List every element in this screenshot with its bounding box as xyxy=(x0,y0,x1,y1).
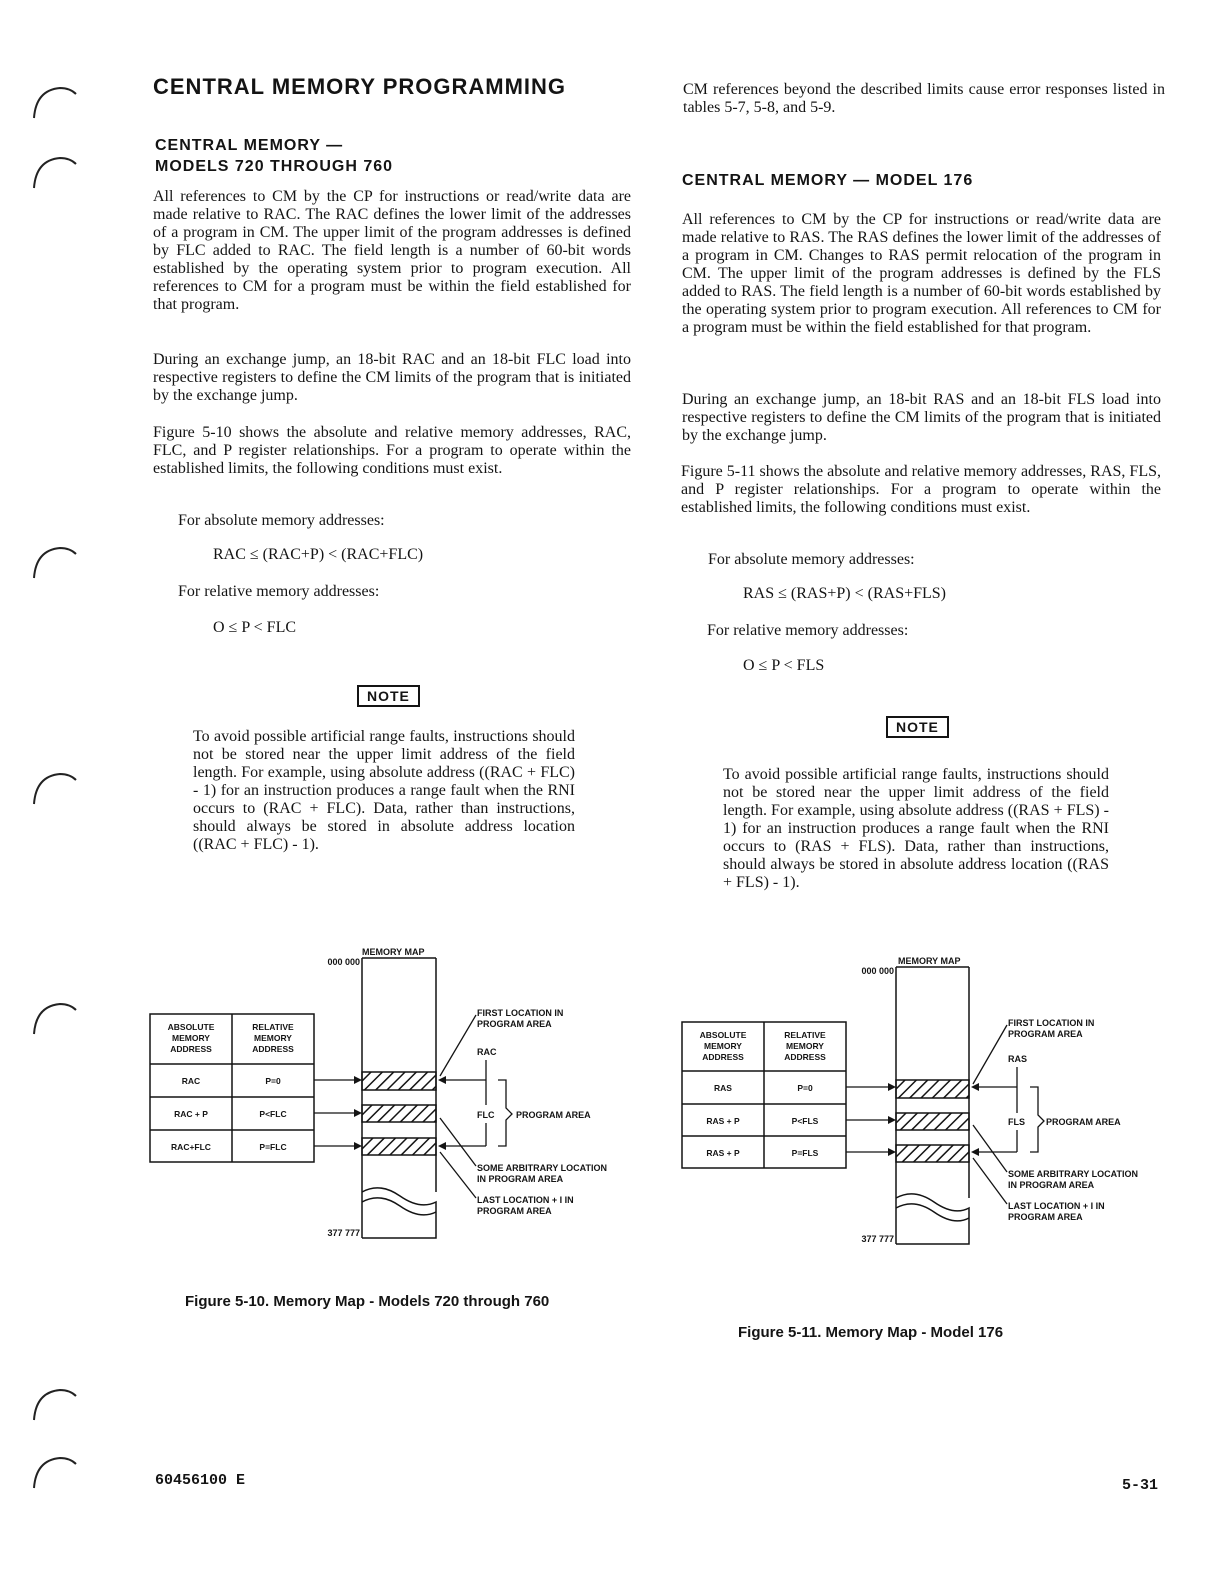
figure-5-10-caption: Figure 5-10. Memory Map - Models 720 through 760 xyxy=(185,1293,550,1310)
arbitrary-location-label-l1: SOME ARBITRARY LOCATION xyxy=(1008,1169,1138,1179)
memory-map-title: MEMORY MAP xyxy=(362,947,425,957)
figure-5-11-caption: Figure 5-11. Memory Map - Model 176 xyxy=(738,1324,1004,1341)
table-header-relative-l2: MEMORY xyxy=(254,1033,292,1043)
table-header-absolute-l2: MEMORY xyxy=(704,1041,742,1051)
right-paragraph-1: All references to CM by the CP for instructions or read/write data are made relative to RAS. The RAS defines the lower limit of the addresses of a program in CM. Changes to RAS permit relocation of the program in CM. The upper limit of the program addresses is defined by the FLS added to RAS. The field length is a number of 60-bit words established by the operating system prior to program execution. All references to CM for a program must be within the field established for that program. xyxy=(682,211,1161,336)
section-heading-models-720-760-line1: CENTRAL MEMORY — xyxy=(155,137,344,154)
first-location-label-l1: FIRST LOCATION IN xyxy=(477,1008,564,1018)
address-377777: 377 777 xyxy=(327,1228,360,1238)
right-rel-equation: O ≤ P < FLS xyxy=(743,657,825,674)
field-length-label: FLS xyxy=(1008,1117,1025,1127)
last-location-label-l2: PROGRAM AREA xyxy=(1008,1212,1083,1222)
punch-hole-mark xyxy=(30,764,78,808)
hatched-last-location xyxy=(896,1145,969,1162)
table-header-absolute-l2: MEMORY xyxy=(172,1033,210,1043)
right-abs-label: For absolute memory addresses: xyxy=(708,551,915,568)
punch-hole-mark xyxy=(30,1448,78,1492)
first-location-label-l1: FIRST LOCATION IN xyxy=(1008,1018,1095,1028)
left-abs-equation: RAC ≤ (RAC+P) < (RAC+FLC) xyxy=(213,546,424,563)
table-header-relative-l3: ADDRESS xyxy=(252,1044,294,1054)
arbitrary-location-label-l1: SOME ARBITRARY LOCATION xyxy=(477,1163,607,1173)
hatched-arbitrary-location xyxy=(896,1113,969,1130)
table-cell-rel-row3: P=FLS xyxy=(791,1148,819,1158)
punch-hole-mark xyxy=(30,538,78,582)
field-length-label: FLC xyxy=(477,1110,495,1120)
table-cell-abs-row2: RAS + P xyxy=(706,1116,740,1126)
left-note-label: NOTE xyxy=(357,685,420,707)
document-number: 60456100 E xyxy=(155,1472,246,1489)
last-location-label-l1: LAST LOCATION + I IN xyxy=(1008,1201,1105,1211)
arbitrary-location-label-l2: IN PROGRAM AREA xyxy=(1008,1180,1095,1190)
right-paragraph-2: During an exchange jump, an 18-bit RAS and an 18-bit FLS load into respective registers to define the CM limits of the program that is initiated by the exchange jump. xyxy=(682,391,1161,444)
table-cell-rel-row2: P<FLS xyxy=(791,1116,819,1126)
table-cell-abs-row1: RAS xyxy=(714,1083,732,1093)
last-location-label-l1: LAST LOCATION + I IN xyxy=(477,1195,574,1205)
program-area-label: PROGRAM AREA xyxy=(516,1110,591,1120)
left-paragraph-3: Figure 5-10 shows the absolute and relative memory addresses, RAC, FLC, and P register relationships. For a program to operate within the established limits, the following conditions must exist. xyxy=(153,424,631,477)
address-377777: 377 777 xyxy=(861,1234,894,1244)
table-cell-abs-row2: RAC + P xyxy=(174,1109,208,1119)
table-cell-abs-row1: RAC xyxy=(181,1076,201,1086)
right-abs-equation: RAS ≤ (RAS+P) < (RAS+FLS) xyxy=(743,585,947,602)
hatched-first-location xyxy=(362,1072,436,1090)
right-note-label: NOTE xyxy=(886,716,949,738)
figure-5-10-memory-map xyxy=(140,940,640,1250)
table-cell-rel-row2: P<FLC xyxy=(259,1109,287,1119)
table-header-absolute-l3: ADDRESS xyxy=(170,1044,212,1054)
table-cell-rel-row1: P=0 xyxy=(797,1083,813,1093)
memory-map-title: MEMORY MAP xyxy=(898,956,961,966)
table-cell-rel-row1: P=0 xyxy=(265,1076,281,1086)
left-rel-label: For relative memory addresses: xyxy=(178,583,380,600)
table-cell-abs-row3: RAS + P xyxy=(706,1148,740,1158)
table-header-absolute-l1: ABSOLUTE xyxy=(699,1030,747,1040)
address-000000: 000 000 xyxy=(327,957,360,967)
page-title: CENTRAL MEMORY PROGRAMMING xyxy=(153,74,567,99)
section-heading-model-176: CENTRAL MEMORY — MODEL 176 xyxy=(682,172,974,189)
left-paragraph-2: During an exchange jump, an 18-bit RAC and an 18-bit FLC load into respective registers to define the CM limits of the program that is initiated by the exchange jump. xyxy=(153,351,631,404)
table-cell-rel-row3: P=FLC xyxy=(259,1142,287,1152)
left-rel-equation: O ≤ P < FLC xyxy=(213,619,297,636)
left-note-text: To avoid possible artificial range faults, instructions should not be stored near the upper limit address of the field length. For example, using absolute address ((RAC + FLC) - 1) for an instruction produces a range fault when the RNI occurs to (RAC + FLC). Data, rather than instructions, should always be stored in absolute address location ((RAC + FLC) - 1). xyxy=(193,728,575,853)
first-location-label-l2: PROGRAM AREA xyxy=(477,1019,552,1029)
hatched-last-location xyxy=(362,1138,436,1155)
last-location-label-l2: PROGRAM AREA xyxy=(477,1206,552,1216)
hatched-arbitrary-location xyxy=(362,1105,436,1122)
program-area-label: PROGRAM AREA xyxy=(1046,1117,1121,1127)
table-header-relative-l1: RELATIVE xyxy=(252,1022,294,1032)
punch-hole-mark xyxy=(30,994,78,1038)
punch-hole-mark xyxy=(30,78,78,122)
address-000000: 000 000 xyxy=(861,966,894,976)
table-header-absolute-l3: ADDRESS xyxy=(702,1052,744,1062)
right-note-text: To avoid possible artificial range faults, instructions should not be stored near the upper limit address of the field length. For example, using absolute address ((RAS + FLS) - 1) for an instruction produces a range fault when the RNI occurs to (RAS + FLS). Data, rather than instructions, should always be stored in absolute address location ((RAS + FLS) - 1). xyxy=(723,766,1109,891)
first-location-label-l2: PROGRAM AREA xyxy=(1008,1029,1083,1039)
punch-hole-mark xyxy=(30,148,78,192)
punch-hole-mark xyxy=(30,1380,78,1424)
right-intro-paragraph: CM references beyond the described limits cause error responses listed in tables 5-7, 5-8, and 5-9. xyxy=(683,81,1165,116)
right-rel-label: For relative memory addresses: xyxy=(707,622,909,639)
table-header-relative-l1: RELATIVE xyxy=(784,1030,826,1040)
base-register-label: RAS xyxy=(1008,1054,1028,1064)
table-header-relative-l2: MEMORY xyxy=(786,1041,824,1051)
table-header-relative-l3: ADDRESS xyxy=(784,1052,826,1062)
figure-5-11-memory-map xyxy=(672,950,1182,1250)
table-cell-abs-row3: RAC+FLC xyxy=(171,1142,211,1152)
base-register-label: RAC xyxy=(477,1047,497,1057)
arbitrary-location-label-l2: IN PROGRAM AREA xyxy=(477,1174,564,1184)
left-paragraph-1: All references to CM by the CP for instructions or read/write data are made relative to RAC. The RAC defines the lower limit of the addresses of a program in CM. The upper limit of the program addresses is defined by FLC added to RAC. The field length is a number of 60-bit words established by the operating system prior to program execution. All references to CM for a program must be within the field established for that program. xyxy=(153,188,631,313)
section-heading-models-720-760-line2: MODELS 720 THROUGH 760 xyxy=(155,158,394,175)
hatched-first-location xyxy=(896,1080,969,1098)
table-header-absolute-l1: ABSOLUTE xyxy=(167,1022,215,1032)
left-abs-label: For absolute memory addresses: xyxy=(178,512,385,529)
right-paragraph-3: Figure 5-11 shows the absolute and relative memory addresses, RAS, FLS, and P register relationships. For a program to operate within the established limits, the following conditions must exist. xyxy=(681,463,1161,516)
page-number: 5-31 xyxy=(1122,1477,1159,1494)
